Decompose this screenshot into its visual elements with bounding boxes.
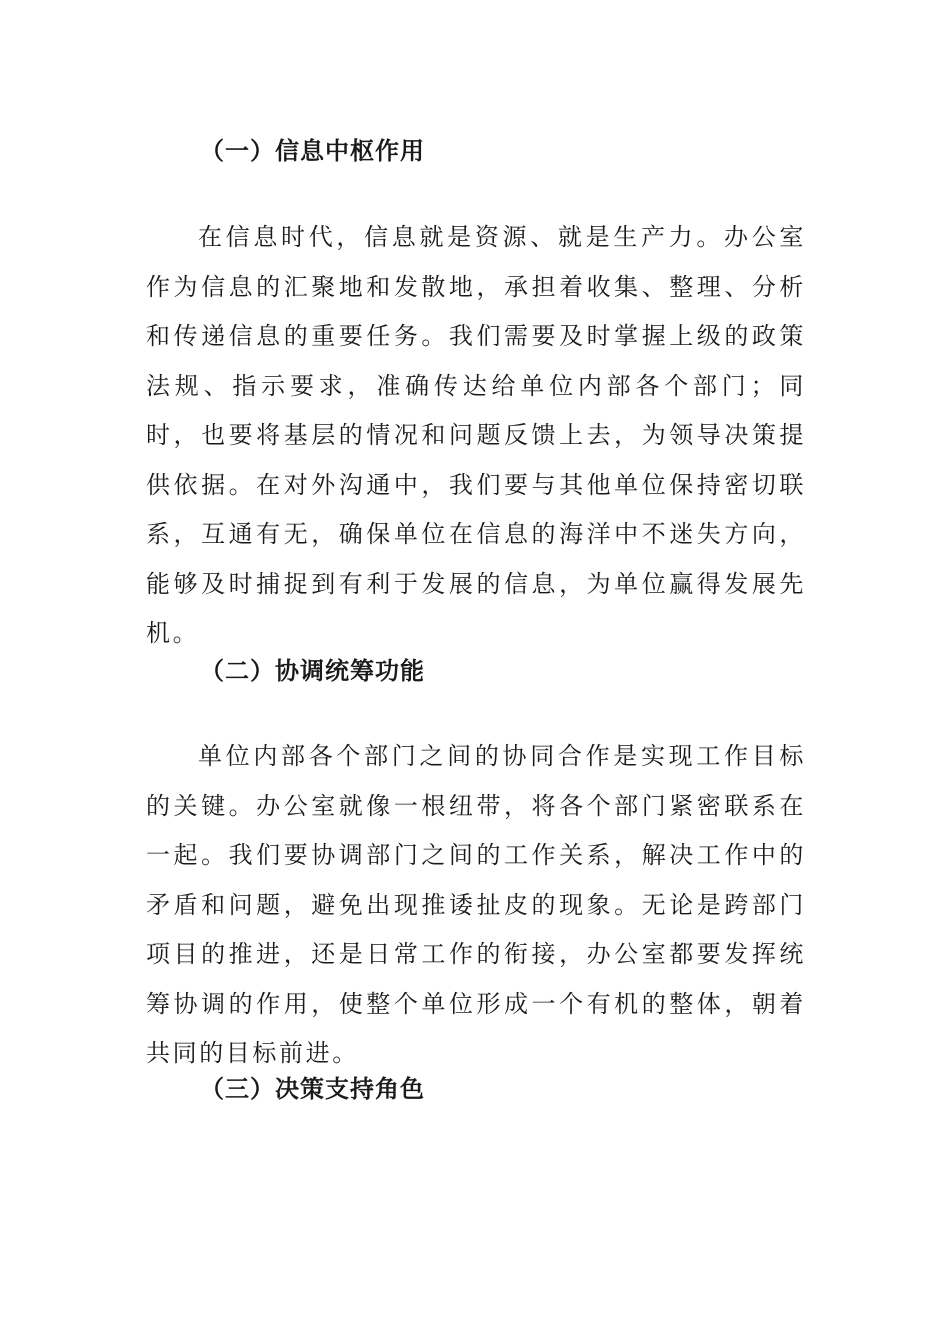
section-1-heading: （一）信息中枢作用 (200, 137, 425, 165)
section-1-paragraph: 在信息时代，信息就是资源、就是生产力。办公室作为信息的汇聚地和发散地，承担着收集、整理、分析和传递信息的重要任务。我们需要及时掌握上级的政策法规、指示要求，准确传达给单位内部各个部门；同时，也要将基层的情况和问题反馈上去，为领导决策提供依据。在对外沟通中，我们要与其他单位保持密切联系，互通有无，确保单位在信息的海洋中不迷失方向，能够及时捕捉到有利于发展的信息，为单位赢得发展先机。 (146, 223, 806, 647)
section-2-heading: （二）协调统筹功能 (200, 657, 425, 685)
section-2-paragraph: 单位内部各个部门之间的协同合作是实现工作目标的关键。办公室就像一根纽带，将各个部门紧密联系在一起。我们要协调部门之间的工作关系，解决工作中的矛盾和问题，避免出现推诿扯皮的现象。无论是跨部门项目的推进，还是日常工作的衔接，办公室都要发挥统筹协调的作用，使整个单位形成一个有机的整体，朝着共同的目标前进。 (146, 742, 806, 1067)
section-3-heading: （三）决策支持角色 (200, 1075, 425, 1103)
